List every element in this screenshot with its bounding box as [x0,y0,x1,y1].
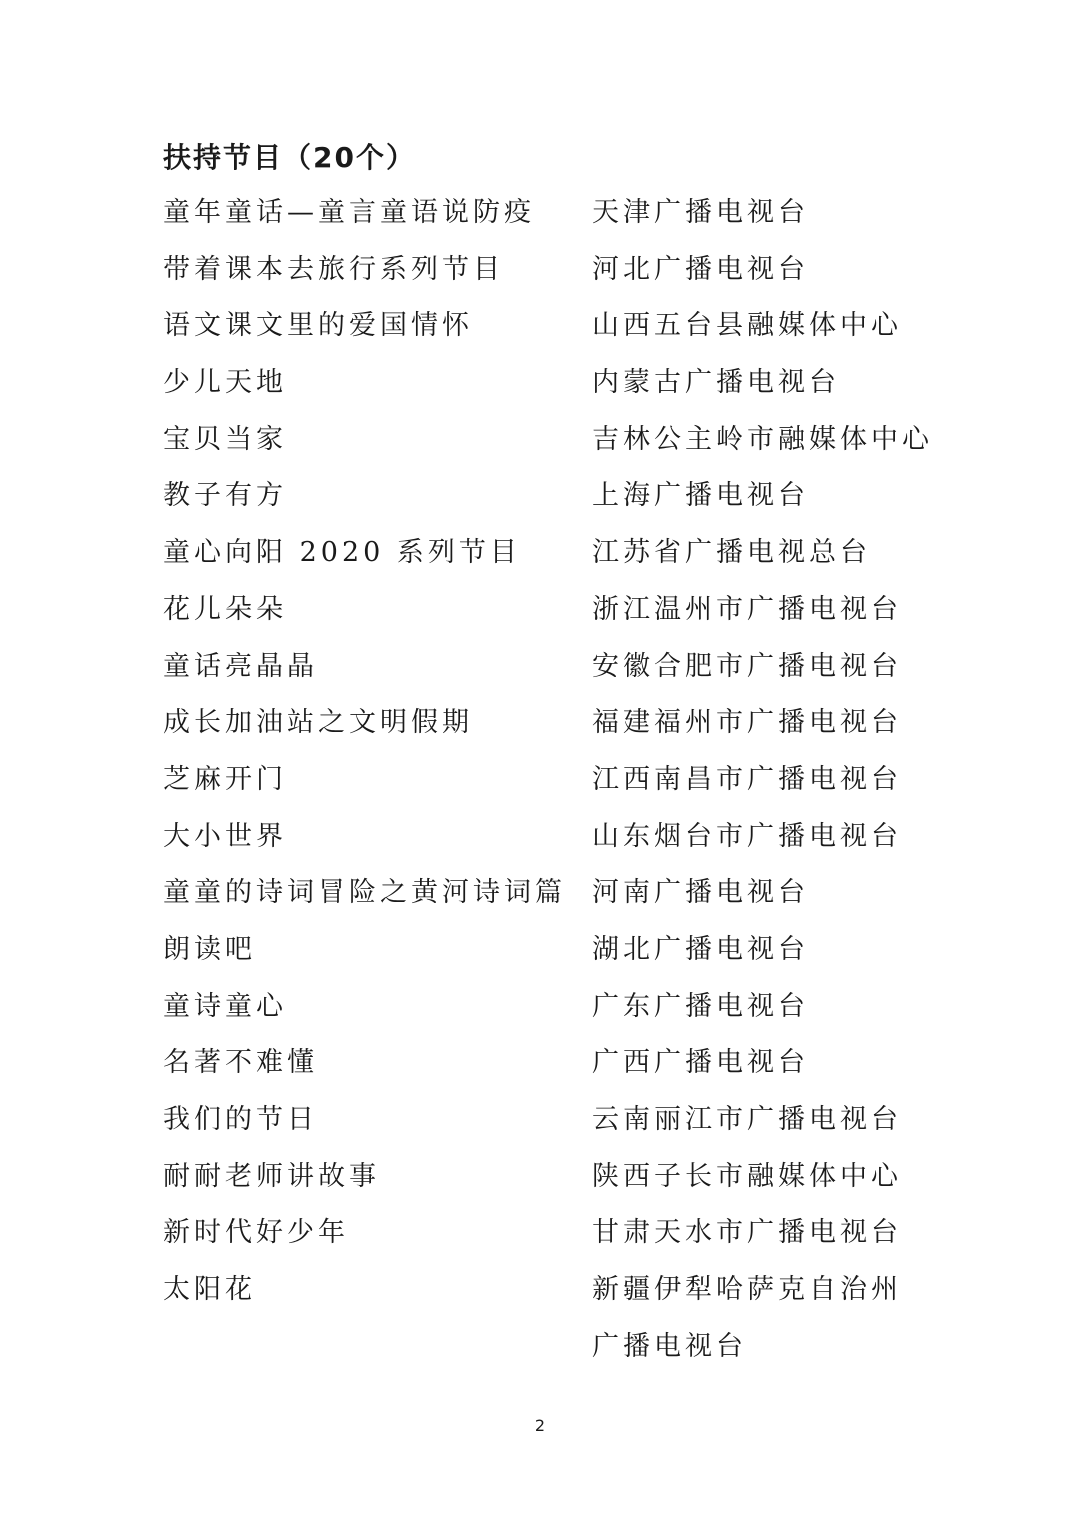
program-name: 童诗童心 [163,990,287,1022]
program-name: 成长加油站之文明假期 [163,707,473,739]
list-item [0,816,1080,873]
station-name: 浙江温州市广播电视台 [592,593,902,625]
program-name: 宝贝当家 [163,423,287,455]
program-name: 童心向阳 2020 系列节目 [163,537,521,569]
program-name: 新时代好少年 [163,1217,349,1249]
station-name: 湖北广播电视台 [592,933,809,965]
list-item [0,475,1080,532]
station-name: 广西广播电视台 [592,1047,809,1079]
program-name: 花儿朵朵 [163,593,287,625]
program-name: 语文课文里的爱国情怀 [163,310,473,342]
station-name: 江西南昌市广播电视台 [592,763,902,795]
program-name: 名著不难懂 [163,1047,318,1079]
station-name: 安徽合肥市广播电视台 [592,650,902,682]
station-name: 江苏省广播电视总台 [592,537,871,569]
program-name: 芝麻开门 [163,763,287,795]
station-name: 新疆伊犁哈萨克自治州广播电视台 [592,1274,902,1362]
station-name: 广东广播电视台 [592,990,809,1022]
list-item [0,305,1080,362]
list-item [0,192,1080,249]
program-name: 耐耐老师讲故事 [163,1160,380,1192]
program-name: 童童的诗词冒险之黄河诗词篇 [163,877,566,909]
page-number: 2 [534,1416,546,1435]
list-item [0,1156,1080,1213]
list-item [0,1099,1080,1156]
station-name: 内蒙古广播电视台 [592,367,840,399]
program-name: 朗读吧 [163,933,256,965]
list-item [0,249,1080,306]
program-name: 太阳花 [163,1274,256,1306]
list-item [0,1269,1080,1362]
list-item [0,589,1080,646]
list-item [0,1042,1080,1099]
program-list [0,192,1080,1362]
program-name: 我们的节日 [163,1104,318,1135]
station-name: 天津广播电视台 [592,197,809,228]
station-name: 甘肃天水市广播电视台 [592,1217,902,1249]
station-name: 云南丽江市广播电视台 [592,1104,902,1135]
station-name: 山西五台县融媒体中心 [592,310,902,342]
station-name: 上海广播电视台 [592,480,809,512]
program-name: 少儿天地 [163,367,287,399]
station-name: 山东烟台市广播电视台 [592,820,902,852]
list-item [0,929,1080,986]
program-name: 童年童话—童言童语说防疫 [163,197,535,228]
list-item [0,1212,1080,1269]
list-item [0,532,1080,589]
section-title: 扶持节目（20个） [163,141,416,174]
program-name: 带着课本去旅行系列节目 [163,253,504,285]
program-name: 大小世界 [163,820,287,852]
list-item [0,419,1080,476]
station-name: 河南广播电视台 [592,877,809,909]
list-item [0,759,1080,816]
list-item [0,702,1080,759]
station-name: 陕西子长市融媒体中心 [592,1160,902,1192]
list-item [0,646,1080,703]
program-name: 童话亮晶晶 [163,650,318,682]
station-name: 河北广播电视台 [592,253,809,285]
station-name: 福建福州市广播电视台 [592,707,902,739]
list-item [0,362,1080,419]
station-name: 吉林公主岭市融媒体中心 [592,423,933,455]
program-name: 教子有方 [163,480,287,512]
list-item [0,872,1080,929]
list-item [0,986,1080,1043]
